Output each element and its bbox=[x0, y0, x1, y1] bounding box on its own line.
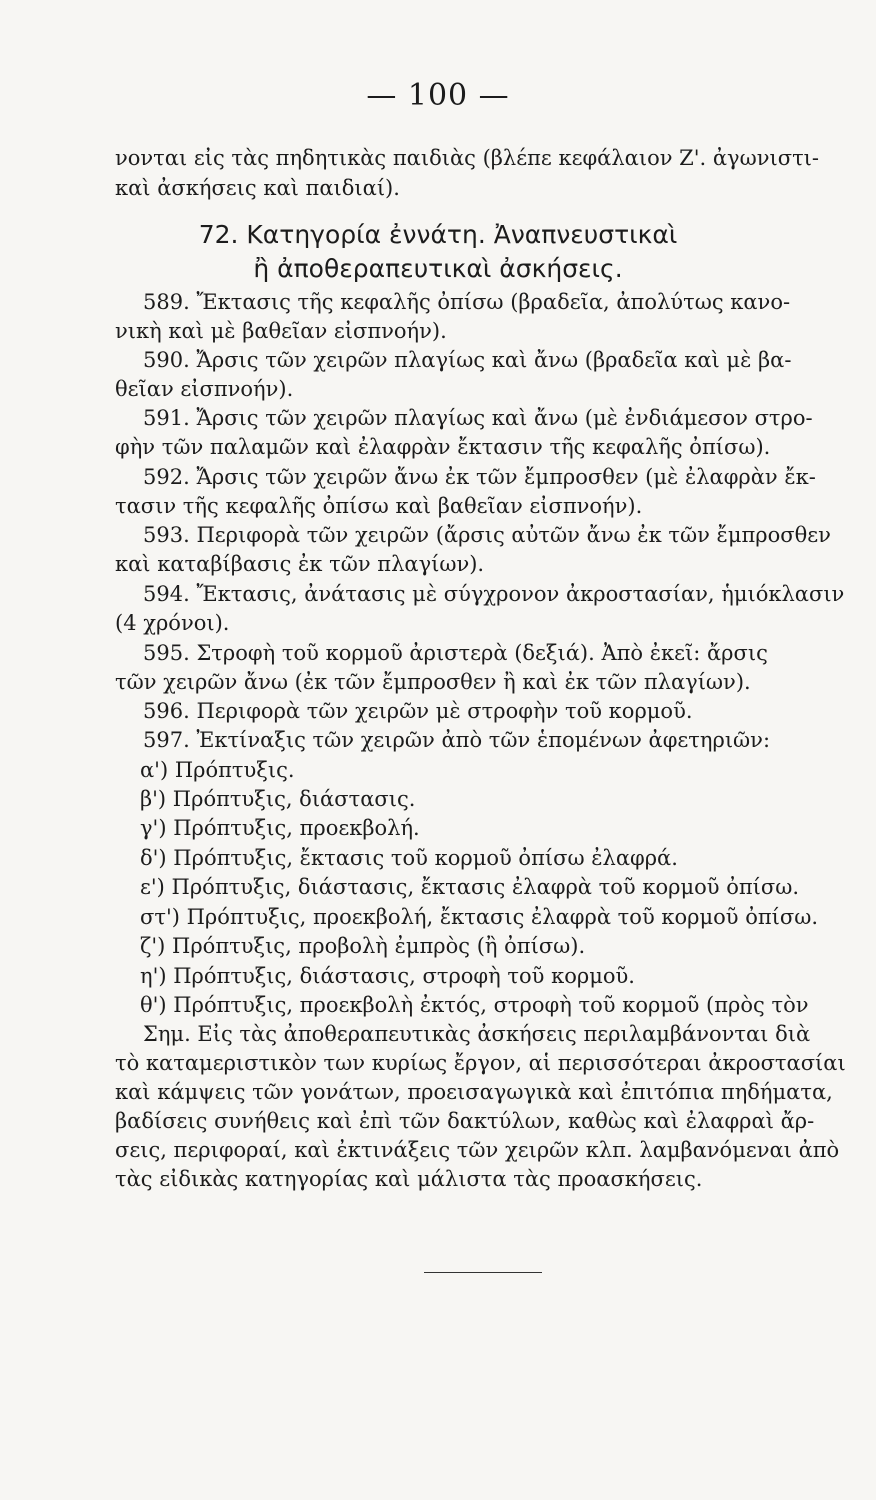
exercise-number: 592. bbox=[143, 465, 190, 489]
exercise-text: Ἐκτίναξις τῶν χειρῶν ἀπὸ τῶν ἑπομένων ἀφετηριῶν: bbox=[196, 728, 771, 752]
exercise-text: Στροφὴ τοῦ κορμοῦ ἀριστερὰ (δεξιά). Ἀπὸ ἐκεῖ: ἄρσις bbox=[196, 641, 768, 665]
exercise-line: τασιν τῆς κεφαλῆς ὀπίσω καὶ βαθεῖαν εἰσπνοήν). bbox=[115, 494, 643, 518]
exercise-text: Ἄρσις τῶν χειρῶν πλαγίως καὶ ἄνω (μὲ ἐνδιάμεσον στρο- bbox=[196, 406, 813, 430]
exercise-line: καὶ καταβίβασις ἐκ τῶν πλαγίων). bbox=[115, 552, 485, 576]
note-line: καὶ κάμψεις τῶν γονάτων, προεισαγωγικὰ καὶ ἐπιτόπια πηδήματα, bbox=[115, 1080, 833, 1104]
exercise-line: φὴν τῶν παλαμῶν καὶ ἐλαφρὰν ἔκτασιν τῆς κεφαλῆς ὀπίσω). bbox=[115, 435, 771, 459]
exercise-597 bbox=[143, 725, 857, 755]
note-line: Σημ. Εἰς τὰς ἀποθεραπευτικὰς ἀσκήσεις περιλαμβάνονται διὰ bbox=[143, 1022, 811, 1046]
exercise-595 bbox=[143, 638, 857, 668]
exercise-text: Ἄρσις τῶν χειρῶν πλαγίως καὶ ἄνω (βραδεῖα καὶ μὲ βα- bbox=[196, 348, 792, 372]
exercise-number: 590. bbox=[143, 348, 190, 372]
exercise-text: Περιφορὰ τῶν χειρῶν (ἄρσις αὐτῶν ἄνω ἐκ τῶν ἔμπροσθεν bbox=[196, 523, 831, 547]
exercise-590 bbox=[143, 345, 857, 375]
exercise-number: 597. bbox=[143, 728, 190, 752]
exercise-number: 591. bbox=[143, 406, 190, 430]
intro-line: νονται εἰς τὰς πηδητικὰς παιδιὰς (βλέπε κεφάλαιον Ζ'. ἀγωνιστι- bbox=[115, 146, 820, 170]
exercise-592 bbox=[143, 462, 857, 492]
exercise-596 bbox=[143, 696, 857, 726]
exercise-text: Ἔκτασις, ἀνάτασις μὲ σύγχρονον ἀκροστασίαν, ἡμιόκλασιν bbox=[196, 582, 845, 606]
end-rule bbox=[424, 1272, 542, 1273]
exercise-number: 593. bbox=[143, 523, 190, 547]
note-line: τὰς εἰδικὰς κατηγορίας καὶ μάλιστα τὰς προασκήσεις. bbox=[115, 1167, 703, 1191]
page-number: — 100 — bbox=[366, 78, 510, 113]
exercise-594 bbox=[143, 579, 857, 609]
exercise-number: 589. bbox=[143, 290, 190, 314]
exercise-text: Ἔκτασις τῆς κεφαλῆς ὀπίσω (βραδεῖα, ἀπολύτως κανο- bbox=[196, 290, 791, 314]
subitem: δ') Πρόπτυξις, ἔκτασις τοῦ κορμοῦ ὀπίσω ἐλαφρά. bbox=[140, 846, 678, 870]
section-heading: ἢ ἀποθεραπευτικαὶ ἀσκήσεις. bbox=[253, 254, 623, 283]
subitem: β') Πρόπτυξις, διάστασις. bbox=[140, 787, 416, 811]
exercise-line: (4 χρόνοι). bbox=[115, 611, 230, 635]
exercise-number: 594. bbox=[143, 582, 190, 606]
exercise-number: 596. bbox=[143, 699, 190, 723]
note-line: σεις, περιφοραί, καὶ ἐκτινάξεις τῶν χειρῶν κλπ. λαμβανόμεναι ἀπὸ bbox=[115, 1138, 840, 1162]
subitem: ε') Πρόπτυξις, διάστασις, ἔκτασις ἐλαφρὰ τοῦ κορμοῦ ὀπίσω. bbox=[140, 875, 800, 899]
subitem: ζ') Πρόπτυξις, προβολὴ ἐμπρὸς (ἢ ὀπίσω). bbox=[140, 934, 586, 958]
intro-line: καὶ ἀσκήσεις καὶ παιδιαί). bbox=[115, 176, 400, 200]
subitem: στ') Πρόπτυξις, προεκβολή, ἔκτασις ἐλαφρὰ τοῦ κορμοῦ ὀπίσω. bbox=[140, 905, 819, 929]
exercise-number: 595. bbox=[143, 641, 190, 665]
subitem: γ') Πρόπτυξις, προεκβολή. bbox=[140, 816, 420, 840]
exercise-line: θεῖαν εἰσπνοήν). bbox=[115, 377, 294, 401]
subitem: θ') Πρόπτυξις, προεκβολὴ ἐκτός, στροφὴ τοῦ κορμοῦ (πρὸς τὸν bbox=[140, 993, 809, 1017]
subitem: η') Πρόπτυξις, διάστασις, στροφὴ τοῦ κορμοῦ. bbox=[140, 964, 635, 988]
section-heading: 72. Κατηγορία ἐννάτη. Ἀναπνευστικαὶ bbox=[198, 220, 678, 249]
subitem: α') Πρόπτυξις. bbox=[140, 758, 295, 782]
exercise-text: Περιφορὰ τῶν χειρῶν μὲ στροφὴν τοῦ κορμοῦ. bbox=[196, 699, 693, 723]
exercise-589 bbox=[143, 287, 857, 317]
exercise-text: Ἄρσις τῶν χειρῶν ἄνω ἐκ τῶν ἔμπροσθεν (μὲ ἐλαφρὰν ἔκ- bbox=[196, 465, 816, 489]
exercise-593 bbox=[143, 520, 857, 550]
exercise-line: νικὴ καὶ μὲ βαθεῖαν εἰσπνοήν). bbox=[115, 319, 447, 343]
note-line: βαδίσεις συνήθεις καὶ ἐπὶ τῶν δακτύλων, καθὼς καὶ ἐλαφραὶ ἄρ- bbox=[115, 1109, 815, 1133]
exercise-591 bbox=[143, 403, 857, 433]
note-line: τὸ καταμεριστικὸν των κυρίως ἔργον, αἱ περισσότεραι ἀκροστασίαι bbox=[115, 1051, 846, 1075]
exercise-line: τῶν χειρῶν ἄνω (ἐκ τῶν ἔμπροσθεν ἢ καὶ ἐκ τῶν πλαγίων). bbox=[115, 670, 751, 694]
